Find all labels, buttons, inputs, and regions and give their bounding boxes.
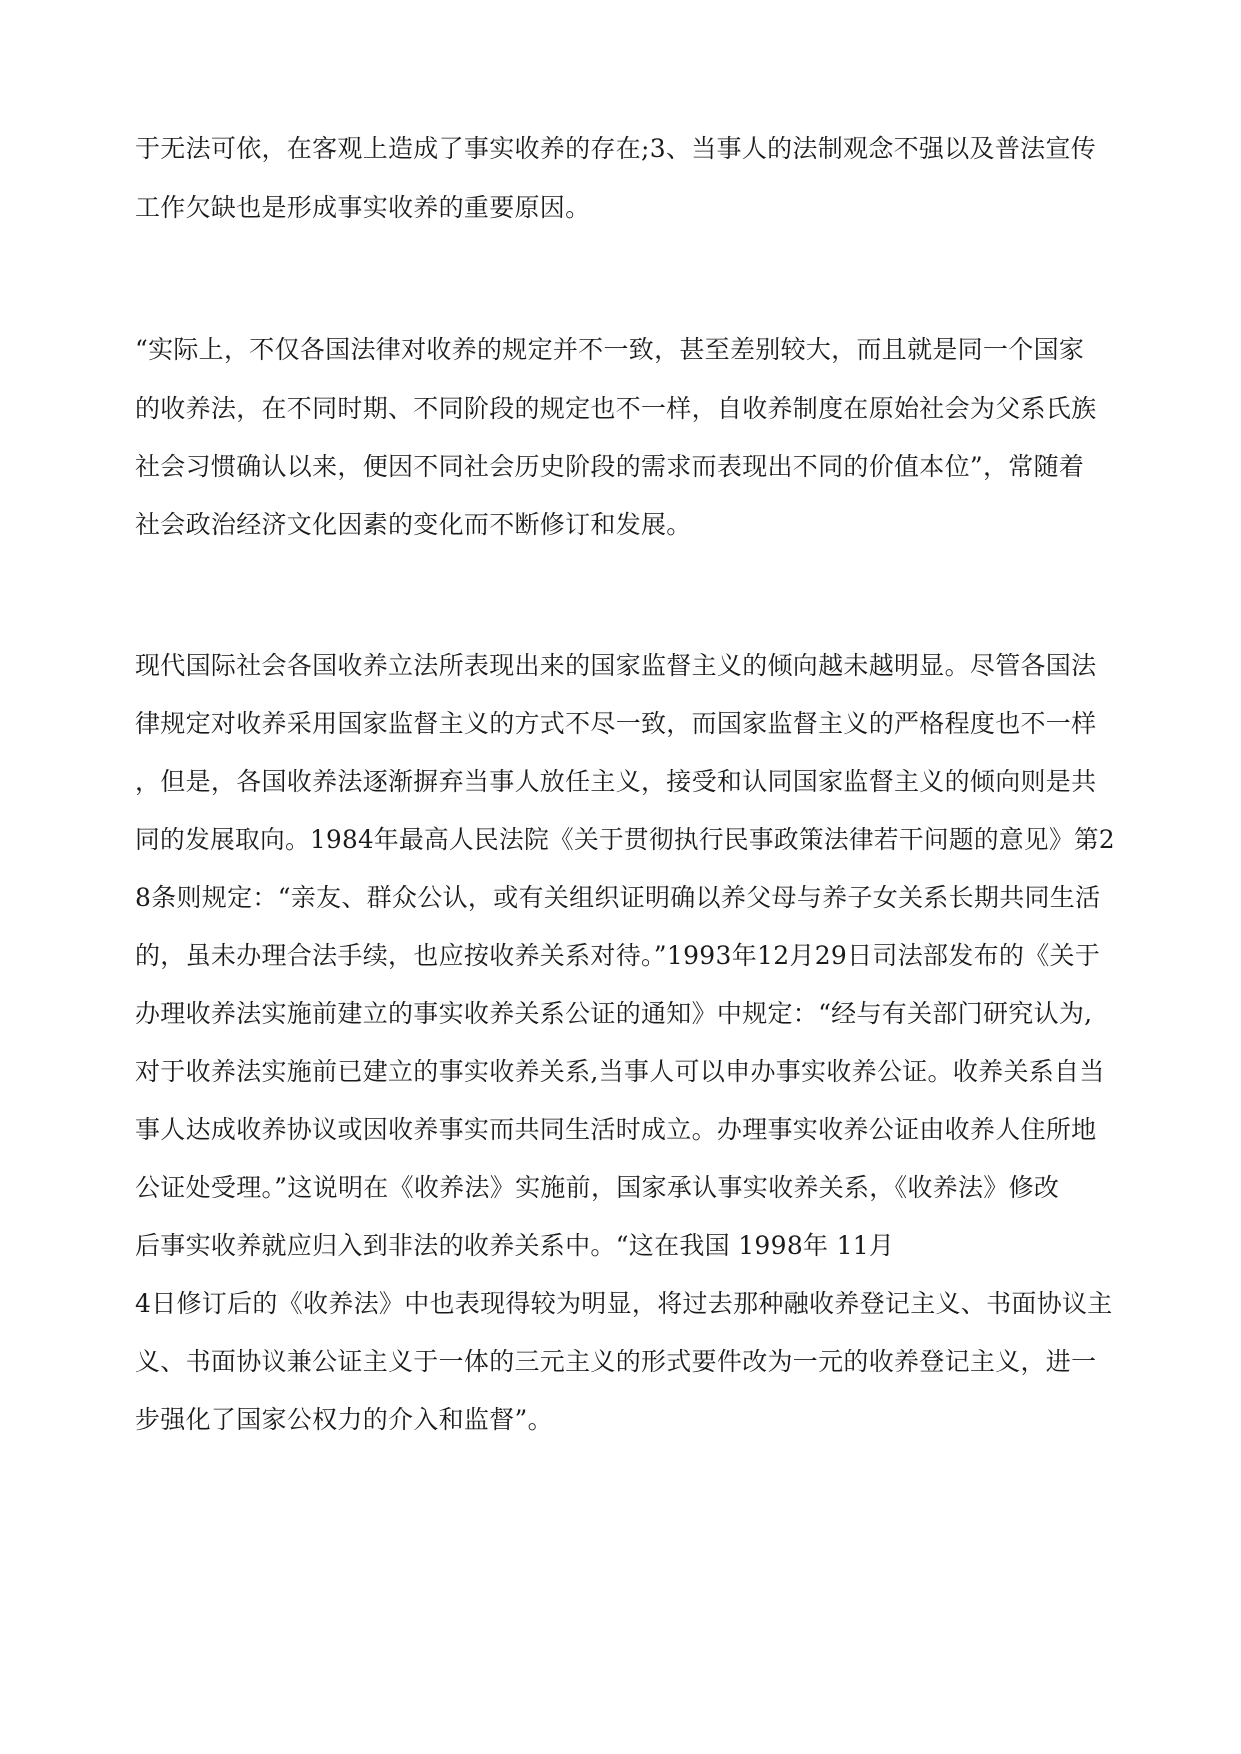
paragraph-3-line-9: 事人达成收养协议或因收养事实而共同生活时成立。办理事实收养公证由收养人住所地	[135, 1115, 1097, 1144]
paragraph-3-line-8: 对于收养法实施前已建立的事实收养关系,当事人可以申办事实收养公证。收养关系自当	[135, 1057, 1105, 1086]
paragraph-2-line-4: 社会政治经济文化因素的变化而不断修订和发展。	[135, 510, 692, 539]
paragraph-3-line-7: 办理收养法实施前建立的事实收养关系公证的通知》中规定：“经与有关部门研究认为,	[135, 999, 1093, 1028]
paragraph-2-line-1: “实际上，不仅各国法律对收养的规定并不一致，甚至差别较大，而且就是同一个国家	[135, 335, 1085, 364]
paragraph-3-line-12: 4日修订后的《收养法》中也表现得较为明显，将过去那种融收养登记主义、书面协议主	[135, 1289, 1113, 1318]
paragraph-3-line-3: ，但是，各国收养法逐渐摒弃当事人放任主义，接受和认同国家监督主义的倾向则是共	[135, 767, 1097, 796]
paragraph-2-line-2: 的收养法，在不同时期、不同阶段的规定也不一样，自收养制度在原始社会为父系氏族	[135, 394, 1097, 423]
paragraph-2-line-3: 社会习惯确认以来，便因不同社会历史阶段的需求而表现出不同的价值本位”，常随着	[135, 452, 1085, 481]
paragraph-1-line-1: 于无法可依，在客观上造成了事实收养的存在;3、当事人的法制观念不强以及普法宣传	[135, 134, 1097, 163]
paragraph-3-line-1: 现代国际社会各国收养立法所表现出来的国家监督主义的倾向越未越明显。尽管各国法	[135, 651, 1097, 680]
paragraph-3-line-14: 步强化了国家公权力的介入和监督”。	[135, 1405, 553, 1434]
paragraph-3-line-6: 的，虽未办理合法手续，也应按收养关系对待。”1993年12月29日司法部发布的《关于	[135, 941, 1101, 970]
paragraph-3-line-10: 公证处受理。”这说明在《收养法》实施前，国家承认事实收养关系，《收养法》修改	[135, 1173, 1060, 1202]
paragraph-3-line-5: 8条则规定：“亲友、群众公认，或有关组织证明确以养父母与养子女关系长期共同生活	[135, 883, 1101, 912]
paragraph-1-line-2: 工作欠缺也是形成事实收养的重要原因。	[135, 193, 591, 222]
paragraph-3-line-11: 后事实收养就应归入到非法的收养关系中。“这在我国 1998年 11月	[135, 1231, 895, 1260]
paragraph-3-line-13: 义、书面协议兼公证主义于一体的三元主义的形式要件改为一元的收养登记主义，进一	[135, 1347, 1097, 1376]
paragraph-3-line-4: 同的发展取向。1984年最高人民法院《关于贯彻执行民事政策法律若干问题的意见》第2	[135, 825, 1115, 854]
paragraph-3-line-2: 律规定对收养采用国家监督主义的方式不尽一致，而国家监督主义的严格程度也不一样	[135, 709, 1097, 738]
